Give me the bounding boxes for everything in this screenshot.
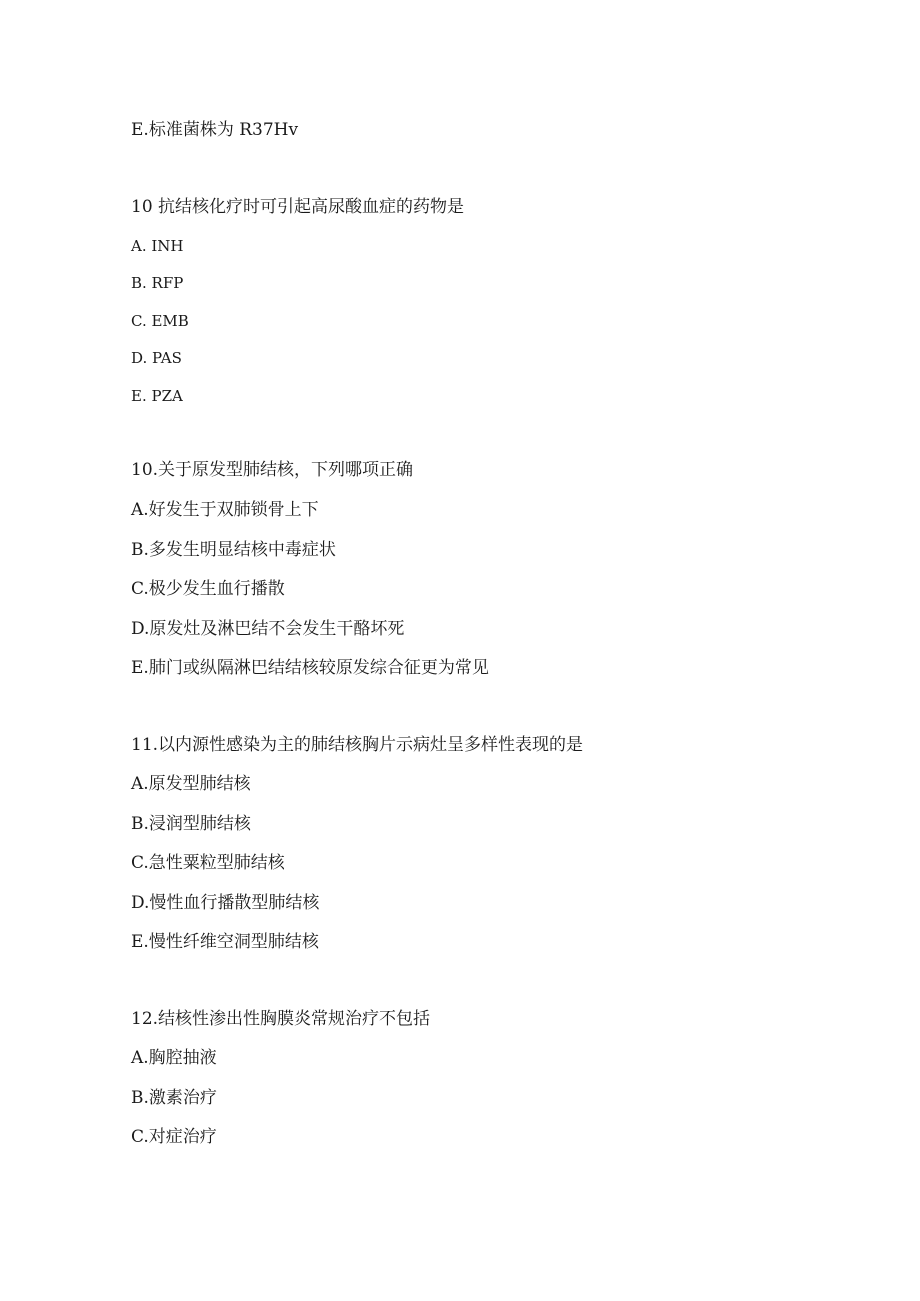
option-c-q10b: C.极少发生血行播散 [131, 579, 285, 599]
question-10b: 10.关于原发型肺结核，下列哪项正确 [131, 460, 414, 480]
question-12: 12.结核性渗出性胸膜炎常规治疗不包括 [131, 1009, 431, 1029]
option-e-q11: E.慢性纤维空洞型肺结核 [131, 932, 319, 952]
option-c-q11: C.急性粟粒型肺结核 [131, 853, 285, 873]
option-b-q10b: B.多发生明显结核中毒症状 [131, 540, 336, 560]
option-e-q9: E.标准菌株为 R37Hv [131, 120, 299, 140]
option-b-q10a: B. RFP [131, 274, 184, 292]
question-11: 11.以内源性感染为主的肺结核胸片示病灶呈多样性表现的是 [131, 735, 584, 755]
option-b-q11: B.浸润型肺结核 [131, 814, 251, 834]
option-a-q11: A.原发型肺结核 [131, 774, 251, 794]
option-b-q12: B.激素治疗 [131, 1088, 217, 1108]
option-a-q12: A.胸腔抽液 [131, 1048, 217, 1068]
option-e-q10b: E.肺门或纵隔淋巴结结核较原发综合征更为常见 [131, 658, 489, 678]
option-c-q10a: C. EMB [131, 312, 189, 330]
question-10a: 10 抗结核化疗时可引起高尿酸血症的药物是 [131, 197, 465, 217]
option-d-q10a: D. PAS [131, 349, 182, 367]
option-a-q10a: A. INH [131, 237, 184, 255]
option-d-q10b: D.原发灶及淋巴结不会发生干酪坏死 [131, 619, 405, 639]
option-d-q11: D.慢性血行播散型肺结核 [131, 893, 320, 913]
option-e-q10a: E. PZA [131, 387, 183, 405]
option-a-q10b: A.好发生于双肺锁骨上下 [131, 500, 319, 520]
option-c-q12: C.对症治疗 [131, 1127, 217, 1147]
